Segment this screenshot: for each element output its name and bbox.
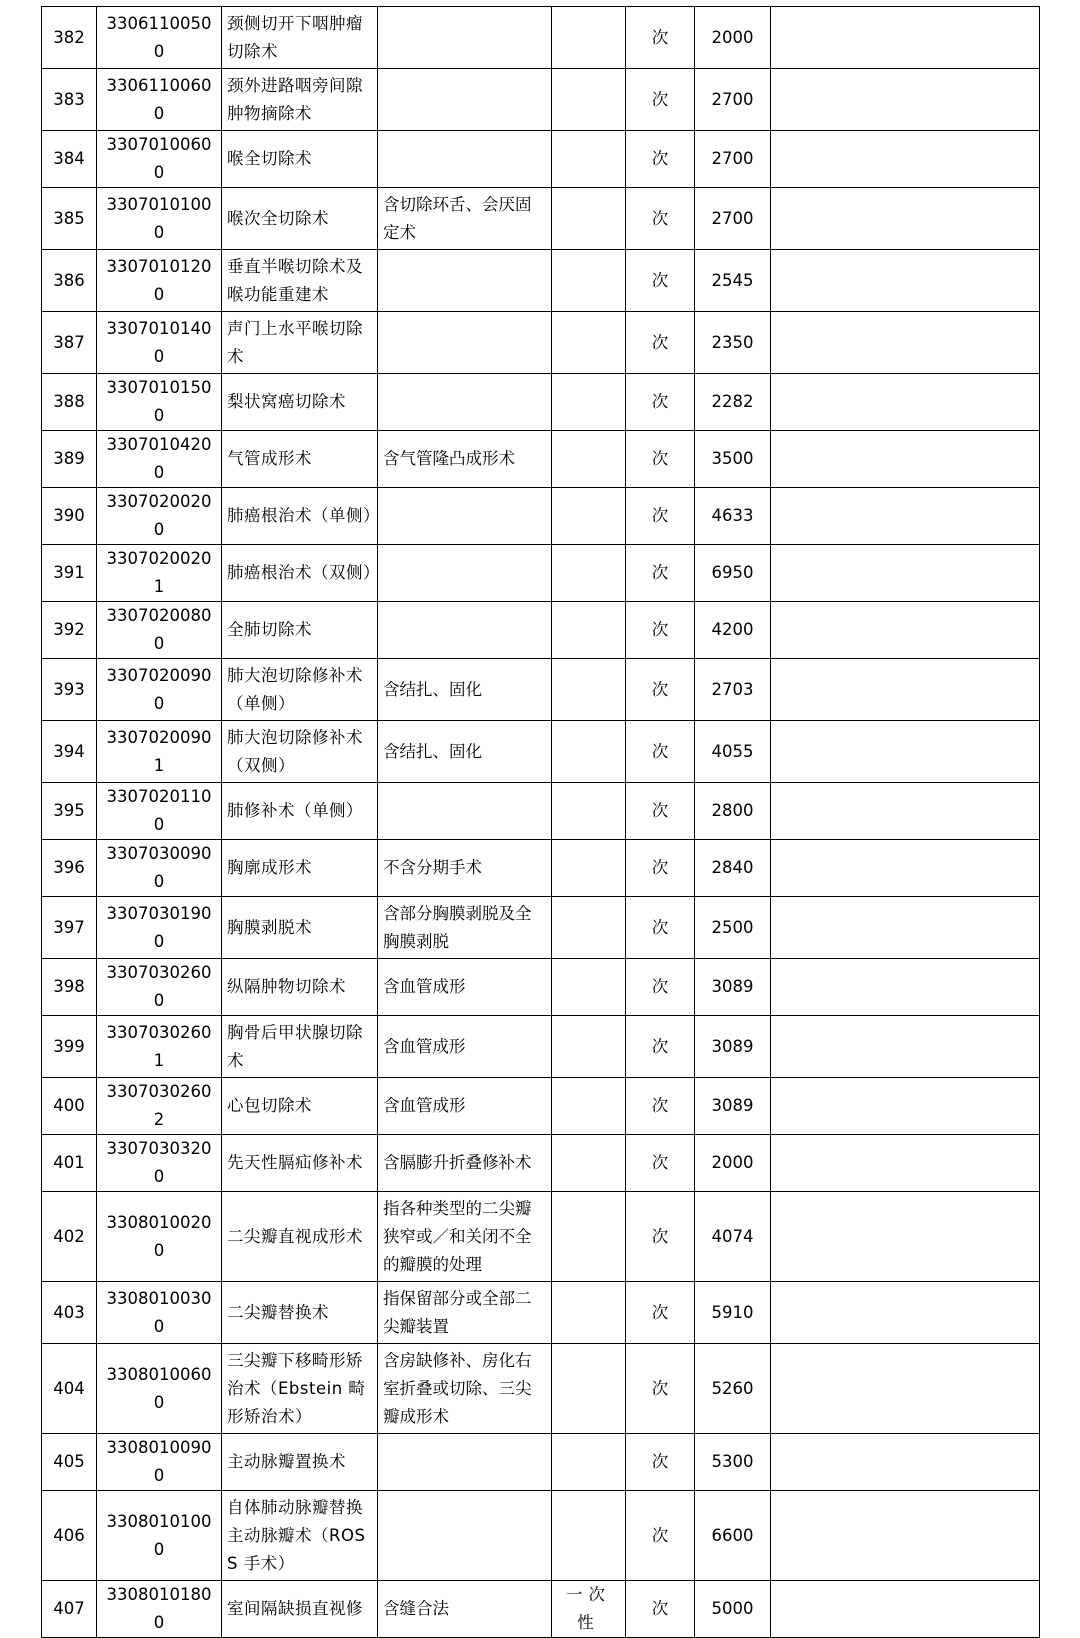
- item-note: [771, 1016, 1040, 1078]
- item-code: 33080101800: [97, 1581, 222, 1638]
- item-name: 胸骨后甲状腺切除术: [222, 1016, 378, 1078]
- item-includes: 含结扎、固化: [378, 721, 552, 783]
- item-includes: 含血管成形: [378, 1078, 552, 1135]
- item-name: 肺修补术（单侧）: [222, 783, 378, 840]
- item-includes: 含结扎、固化: [378, 659, 552, 721]
- item-unit: 次: [626, 131, 695, 188]
- item-note: [771, 7, 1040, 69]
- table-row: [42, 1434, 1040, 1491]
- item-code: 33070301900: [97, 897, 222, 959]
- item-price: 3089: [695, 1078, 771, 1135]
- item-name: 垂直半喉切除术及喉功能重建术: [222, 250, 378, 312]
- item-price: 2800: [695, 783, 771, 840]
- item-code: 33070201100: [97, 783, 222, 840]
- table-row: [42, 1581, 1040, 1638]
- item-code: 33070302601: [97, 1016, 222, 1078]
- item-number: 402: [42, 1192, 97, 1282]
- item-extra: [552, 250, 626, 312]
- item-code: 33070101400: [97, 312, 222, 374]
- item-includes: [378, 602, 552, 659]
- item-includes: 含房缺修补、房化右室折叠或切除、三尖瓣成形术: [378, 1344, 552, 1434]
- item-price: 5910: [695, 1282, 771, 1344]
- item-extra: [552, 374, 626, 431]
- item-includes: [378, 69, 552, 131]
- item-unit: 次: [626, 7, 695, 69]
- item-note: [771, 659, 1040, 721]
- item-extra: [552, 488, 626, 545]
- item-number: 384: [42, 131, 97, 188]
- item-extra: [552, 1434, 626, 1491]
- item-unit: 次: [626, 1192, 695, 1282]
- item-includes: 含部分胸膜剥脱及全胸膜剥脱: [378, 897, 552, 959]
- item-code: 33070303200: [97, 1135, 222, 1192]
- item-extra: [552, 1135, 626, 1192]
- item-price: 2000: [695, 7, 771, 69]
- item-note: [771, 783, 1040, 840]
- item-note: [771, 488, 1040, 545]
- item-code: 33070302600: [97, 959, 222, 1016]
- item-unit: 次: [626, 1581, 695, 1638]
- item-unit: 次: [626, 783, 695, 840]
- item-unit: 次: [626, 1344, 695, 1434]
- item-name: 室间隔缺损直视修: [222, 1581, 378, 1638]
- item-extra: [552, 721, 626, 783]
- item-name: 喉次全切除术: [222, 188, 378, 250]
- item-price: 5300: [695, 1434, 771, 1491]
- item-number: 385: [42, 188, 97, 250]
- item-includes: [378, 1491, 552, 1581]
- item-name: 二尖瓣替换术: [222, 1282, 378, 1344]
- item-name: 肺大泡切除修补术（单侧）: [222, 659, 378, 721]
- item-number: 383: [42, 69, 97, 131]
- item-note: [771, 1344, 1040, 1434]
- item-number: 395: [42, 783, 97, 840]
- table-row: [42, 545, 1040, 602]
- item-note: [771, 1135, 1040, 1192]
- item-number: 397: [42, 897, 97, 959]
- table-row: [42, 959, 1040, 1016]
- item-price: 2700: [695, 131, 771, 188]
- item-price: 2545: [695, 250, 771, 312]
- item-price: 2700: [695, 188, 771, 250]
- item-name: 肺癌根治术（双侧）: [222, 545, 378, 602]
- item-code: 33070200200: [97, 488, 222, 545]
- item-number: 382: [42, 7, 97, 69]
- item-unit: 次: [626, 602, 695, 659]
- table-row: [42, 7, 1040, 69]
- item-code: 33080100300: [97, 1282, 222, 1344]
- item-code: 33080100900: [97, 1434, 222, 1491]
- item-price: 2350: [695, 312, 771, 374]
- item-number: 398: [42, 959, 97, 1016]
- item-note: [771, 374, 1040, 431]
- item-number: 403: [42, 1282, 97, 1344]
- item-extra: [552, 783, 626, 840]
- item-number: 407: [42, 1581, 97, 1638]
- table-row: [42, 131, 1040, 188]
- item-note: [771, 545, 1040, 602]
- table-row: [42, 69, 1040, 131]
- item-note: [771, 431, 1040, 488]
- table-row: [42, 659, 1040, 721]
- item-unit: 次: [626, 488, 695, 545]
- item-unit: 次: [626, 721, 695, 783]
- item-extra: [552, 959, 626, 1016]
- item-extra: [552, 659, 626, 721]
- item-unit: 次: [626, 1078, 695, 1135]
- item-extra: [552, 1078, 626, 1135]
- item-number: 401: [42, 1135, 97, 1192]
- item-number: 388: [42, 374, 97, 431]
- item-extra: [552, 312, 626, 374]
- item-price: 2703: [695, 659, 771, 721]
- item-name: 全肺切除术: [222, 602, 378, 659]
- item-note: [771, 1581, 1040, 1638]
- item-note: [771, 1078, 1040, 1135]
- item-includes: [378, 131, 552, 188]
- item-unit: 次: [626, 1016, 695, 1078]
- item-includes: [378, 7, 552, 69]
- item-extra: [552, 131, 626, 188]
- item-extra: 一次性: [552, 1581, 626, 1638]
- item-unit: 次: [626, 312, 695, 374]
- item-extra: [552, 1344, 626, 1434]
- item-name: 自体肺动脉瓣替换主动脉瓣术（ROSS 手术）: [222, 1491, 378, 1581]
- item-note: [771, 131, 1040, 188]
- item-number: 405: [42, 1434, 97, 1491]
- item-note: [771, 312, 1040, 374]
- item-number: 406: [42, 1491, 97, 1581]
- item-note: [771, 1192, 1040, 1282]
- item-includes: [378, 374, 552, 431]
- table-row: [42, 312, 1040, 374]
- item-extra: [552, 431, 626, 488]
- table-row: [42, 431, 1040, 488]
- item-unit: 次: [626, 1491, 695, 1581]
- item-name: 先天性膈疝修补术: [222, 1135, 378, 1192]
- item-name: 梨状窝癌切除术: [222, 374, 378, 431]
- table-row: [42, 250, 1040, 312]
- item-unit: 次: [626, 431, 695, 488]
- item-code: 33070200901: [97, 721, 222, 783]
- item-name: 声门上水平喉切除术: [222, 312, 378, 374]
- item-number: 400: [42, 1078, 97, 1135]
- item-note: [771, 1282, 1040, 1344]
- item-includes: [378, 488, 552, 545]
- item-unit: 次: [626, 69, 695, 131]
- item-note: [771, 188, 1040, 250]
- item-code: 33070200800: [97, 602, 222, 659]
- table-row: [42, 1078, 1040, 1135]
- item-unit: 次: [626, 897, 695, 959]
- item-price: 4633: [695, 488, 771, 545]
- table-row: [42, 188, 1040, 250]
- item-note: [771, 721, 1040, 783]
- item-price: 2700: [695, 69, 771, 131]
- table-row: [42, 783, 1040, 840]
- item-code: 33070100600: [97, 131, 222, 188]
- item-unit: 次: [626, 250, 695, 312]
- table-row: [42, 840, 1040, 897]
- item-price: 2000: [695, 1135, 771, 1192]
- item-price: 3089: [695, 959, 771, 1016]
- table-row: [42, 1192, 1040, 1282]
- item-note: [771, 1434, 1040, 1491]
- item-includes: 含膈膨升折叠修补术: [378, 1135, 552, 1192]
- item-price: 4055: [695, 721, 771, 783]
- item-price: 2840: [695, 840, 771, 897]
- item-number: 392: [42, 602, 97, 659]
- item-note: [771, 1491, 1040, 1581]
- item-code: 33070101000: [97, 188, 222, 250]
- table-row: [42, 488, 1040, 545]
- item-price: 4200: [695, 602, 771, 659]
- item-price: 2282: [695, 374, 771, 431]
- item-code: 33070200900: [97, 659, 222, 721]
- item-note: [771, 840, 1040, 897]
- item-code: 33070300900: [97, 840, 222, 897]
- item-code: 33070104200: [97, 431, 222, 488]
- item-includes: 含血管成形: [378, 959, 552, 1016]
- item-name: 心包切除术: [222, 1078, 378, 1135]
- table-row: [42, 721, 1040, 783]
- item-name: 主动脉瓣置换术: [222, 1434, 378, 1491]
- item-unit: 次: [626, 1282, 695, 1344]
- item-includes: 不含分期手术: [378, 840, 552, 897]
- item-code: 33061100600: [97, 69, 222, 131]
- item-price: 5000: [695, 1581, 771, 1638]
- item-name: 胸廓成形术: [222, 840, 378, 897]
- price-table: [41, 6, 1040, 1638]
- item-includes: 含切除环舌、会厌固定术: [378, 188, 552, 250]
- item-includes: 含缝合法: [378, 1581, 552, 1638]
- item-code: 33061100500: [97, 7, 222, 69]
- item-includes: [378, 783, 552, 840]
- table-row: [42, 1282, 1040, 1344]
- item-unit: 次: [626, 959, 695, 1016]
- table-body: [42, 7, 1040, 1638]
- item-price: 6950: [695, 545, 771, 602]
- item-note: [771, 897, 1040, 959]
- item-code: 33070101500: [97, 374, 222, 431]
- item-number: 386: [42, 250, 97, 312]
- item-price: 3500: [695, 431, 771, 488]
- item-price: 2500: [695, 897, 771, 959]
- item-includes: [378, 545, 552, 602]
- item-extra: [552, 1491, 626, 1581]
- item-extra: [552, 69, 626, 131]
- item-note: [771, 602, 1040, 659]
- item-number: 404: [42, 1344, 97, 1434]
- item-includes: 指保留部分或全部二尖瓣装置: [378, 1282, 552, 1344]
- item-name: 胸膜剥脱术: [222, 897, 378, 959]
- table-row: [42, 1016, 1040, 1078]
- table-row: [42, 1344, 1040, 1434]
- item-includes: 含气管隆凸成形术: [378, 431, 552, 488]
- item-name: 纵隔肿物切除术: [222, 959, 378, 1016]
- item-note: [771, 959, 1040, 1016]
- item-code: 33070200201: [97, 545, 222, 602]
- item-code: 33080100600: [97, 1344, 222, 1434]
- item-number: 394: [42, 721, 97, 783]
- item-price: 6600: [695, 1491, 771, 1581]
- item-code: 33080101000: [97, 1491, 222, 1581]
- item-number: 399: [42, 1016, 97, 1078]
- item-price: 3089: [695, 1016, 771, 1078]
- item-code: 33070302602: [97, 1078, 222, 1135]
- item-unit: 次: [626, 1135, 695, 1192]
- item-number: 390: [42, 488, 97, 545]
- item-note: [771, 250, 1040, 312]
- item-includes: 指各种类型的二尖瓣狭窄或／和关闭不全的瓣膜的处理: [378, 1192, 552, 1282]
- table-row: [42, 1491, 1040, 1581]
- item-number: 391: [42, 545, 97, 602]
- item-extra: [552, 602, 626, 659]
- item-extra: [552, 840, 626, 897]
- item-name: 喉全切除术: [222, 131, 378, 188]
- item-unit: 次: [626, 1434, 695, 1491]
- item-code: 33070101200: [97, 250, 222, 312]
- item-extra: [552, 1192, 626, 1282]
- item-extra: [552, 7, 626, 69]
- item-extra: [552, 1016, 626, 1078]
- item-includes: [378, 250, 552, 312]
- item-number: 387: [42, 312, 97, 374]
- item-extra: [552, 1282, 626, 1344]
- item-extra: [552, 897, 626, 959]
- item-note: [771, 69, 1040, 131]
- item-name: 肺大泡切除修补术（双侧）: [222, 721, 378, 783]
- item-unit: 次: [626, 545, 695, 602]
- item-includes: [378, 312, 552, 374]
- item-name: 肺癌根治术（单侧）: [222, 488, 378, 545]
- item-name: 气管成形术: [222, 431, 378, 488]
- item-unit: 次: [626, 188, 695, 250]
- table-row: [42, 374, 1040, 431]
- item-name: 颈外进路咽旁间隙肿物摘除术: [222, 69, 378, 131]
- item-extra: [552, 188, 626, 250]
- item-includes: 含血管成形: [378, 1016, 552, 1078]
- item-number: 393: [42, 659, 97, 721]
- item-unit: 次: [626, 374, 695, 431]
- item-code: 33080100200: [97, 1192, 222, 1282]
- item-name: 颈侧切开下咽肿瘤切除术: [222, 7, 378, 69]
- item-includes: [378, 1434, 552, 1491]
- table-row: [42, 897, 1040, 959]
- item-extra: [552, 545, 626, 602]
- item-price: 4074: [695, 1192, 771, 1282]
- item-price: 5260: [695, 1344, 771, 1434]
- item-name: 二尖瓣直视成形术: [222, 1192, 378, 1282]
- item-unit: 次: [626, 659, 695, 721]
- item-number: 396: [42, 840, 97, 897]
- item-number: 389: [42, 431, 97, 488]
- table-row: [42, 1135, 1040, 1192]
- table-row: [42, 602, 1040, 659]
- item-unit: 次: [626, 840, 695, 897]
- item-name: 三尖瓣下移畸形矫治术（Ebstein 畸形矫治术）: [222, 1344, 378, 1434]
